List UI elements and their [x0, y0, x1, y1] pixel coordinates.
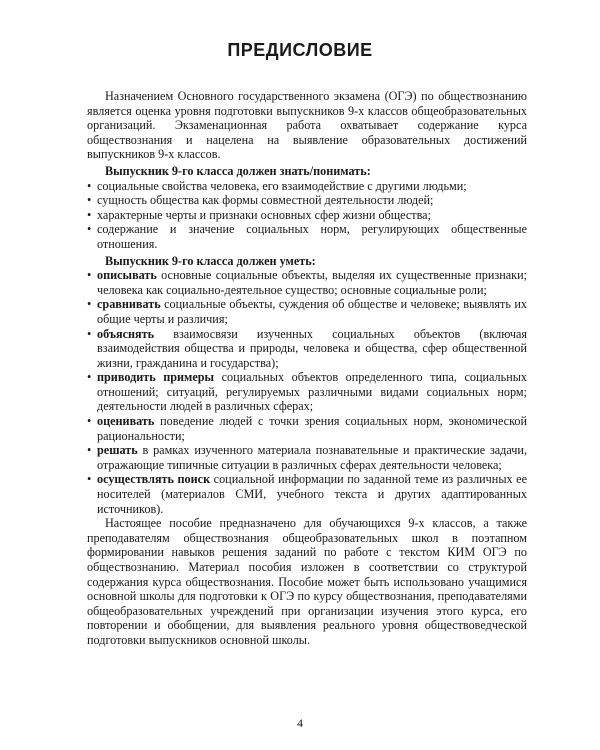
bullet-icon: • [87, 443, 92, 458]
skill-text: поведение людей с точки зрения социальных норм, экономической рациональности; [97, 414, 527, 443]
skill-verb: решать [97, 443, 138, 458]
list-item [87, 443, 527, 472]
page-title: ПРЕДИСЛОВИЕ [227, 40, 373, 60]
list-item [87, 222, 527, 251]
skill-text: социальные объекты, суждения об обществе и человеке; выявлять их общие черты и различия; [97, 297, 527, 326]
skill-text: основные социальные объекты, выделяя их существенные признаки; человека как социально-деятельное существо; основные социальные роли; [97, 268, 527, 297]
list-item [87, 193, 527, 208]
list-item-text: социальные свойства человека, его взаимодействие с другими людьми; [97, 178, 467, 193]
skill-text: социальной информации по заданной теме из различных ее носителей (материалов СМИ, учебного текста и других адаптированных источников). [97, 472, 527, 516]
bullet-icon: • [87, 370, 92, 385]
page-number: 4 [297, 716, 303, 730]
list-item-text: характерные черты и признаки основных сфер жизни общества; [97, 207, 431, 222]
bullet-icon: • [87, 222, 92, 237]
list-item [87, 208, 527, 223]
intro-paragraph: Назначением Основного государственного экзамена (ОГЭ) по обществознанию является оценка уровня подготовки выпускников 9-х классов общеобразовательных организаций. Экзаменационная работа охватывает содержание курса обществознания и нацелена на выявление образовательных достижений выпускников 9-х классов. [87, 89, 527, 162]
bullet-icon: • [87, 268, 92, 283]
skill-verb: объяснять [97, 326, 155, 341]
skill-text: взаимосвязи изученных социальных объектов (включая взаимодействия общества и природы, человека и общества, сфер общественной жизни, гражданина и государства); [97, 326, 527, 370]
skill-verb: сравнивать [97, 297, 161, 312]
bullet-icon: • [87, 178, 92, 193]
list-item-text: сущность общества как формы совместной деятельности людей; [97, 193, 434, 208]
skill-text: в рамках изученного материала познавательные и практические задачи, отражающие типичные ситуации в различных сферах деятельности человека; [97, 443, 527, 472]
list-item [87, 179, 527, 194]
know-list [87, 179, 527, 252]
bullet-icon: • [87, 326, 92, 341]
know-heading: Выпускник 9-го класса должен знать/понимать: [105, 163, 371, 178]
skill-verb: описывать [97, 268, 157, 283]
skill-text: социальных объектов определенного типа, социальных отношений; ситуаций, регулируемых различными видами социальных норм; деятельности людей в различных сферах; [97, 370, 527, 414]
list-item [87, 472, 527, 516]
document-body [87, 89, 527, 648]
list-item [87, 327, 527, 371]
skill-verb: осуществлять поиск [97, 472, 211, 487]
list-item [87, 297, 527, 326]
skill-verb: приводить примеры [97, 370, 215, 385]
skills-list [87, 268, 527, 516]
skill-verb: оценивать [97, 414, 155, 429]
list-item [87, 268, 527, 297]
list-item [87, 414, 527, 443]
list-item-text: содержание и значение социальных норм, регулирующих общественные отношения. [97, 222, 527, 251]
skills-heading: Выпускник 9-го класса должен уметь: [105, 253, 316, 268]
closing-paragraph: Настоящее пособие предназначено для обучающихся 9-х классов, а также преподавателям обществознания общеобразовательных школ в поэтапном формировании навыков решения заданий по работе с текстом КИМ ОГЭ по обществознанию. Материал пособия изложен в соответствии со структурой содержания курса обществознания. Пособие может быть использовано учащимися основной школы для подготовки к ОГЭ по курсу обществознания, преподавателями общеобразовательных учреждений при организации изучения этого курса, его повторении и обобщении, для выявления реального уровня обществоведческой подготовки выпускников основной школы. [87, 516, 527, 647]
bullet-icon: • [87, 297, 92, 312]
bullet-icon: • [87, 472, 92, 487]
bullet-icon: • [87, 414, 92, 429]
list-item [87, 370, 527, 414]
bullet-icon: • [87, 193, 92, 208]
bullet-icon: • [87, 207, 92, 222]
